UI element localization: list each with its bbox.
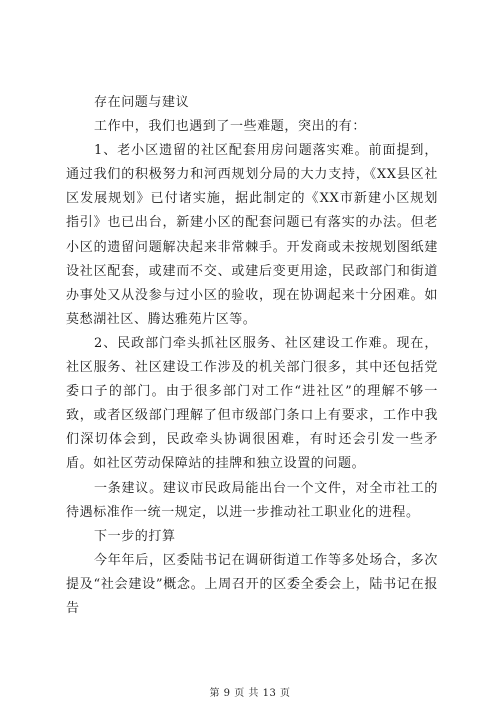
paragraph-issue-1: 1、老小区遗留的社区配套用房问题落实难。前面提到，通过我们的积极努力和河西规划分局的大力支持，《XX县区社区发展规划》已付诸实施，据此制定的《XX市新建小区规划指引》也已出台，新建小区的配套问题已有落实的办法。但老小区的遗留问题解决起来非常棘手。开发商或未按规划图纸建设社区配套，或建而不交、或建后变更用途，民政部门和街道办事处又从没参与过小区的验收，现在协调起来十分困难。如莫愁湖社区、腾达雅苑片区等。	[66, 143, 438, 327]
page-number-footer: 第 9 页 共 13 页	[209, 688, 291, 699]
document-body	[66, 91, 438, 621]
paragraph-issue-2: 2、民政部门牵头抓社区服务、社区建设工作难。现在，社区服务、社区建设工作涉及的机关部门很多，其中还包括党委口子的部门。由于很多部门对工作“进社区”的理解不够一致，或者区级部门理解了但市级部门条口上有要求，工作中我们深切体会到，民政牵头协调很困难，有时还会引发一些矛盾。如社区劳动保障站的挂牌和独立设置的问题。	[66, 335, 438, 472]
paragraph-next-steps: 今年年后，区委陆书记在调研街道工作等多处场合，多次提及“社会建设”概念。上周召开的区委全委会上，陆书记在报告	[66, 552, 438, 616]
section-heading-next-steps: 下一步的打算	[94, 528, 176, 544]
paragraph-suggestion: 一条建议。建议市民政局能出台一个文件，对全市社工的待遇标准作一统一规定，以进一步推动社工职业化的进程。	[66, 480, 438, 520]
section-heading-problems: 存在问题与建议	[94, 95, 190, 110]
paragraph-intro: 工作中，我们也遇到了一些难题，突出的有：	[94, 119, 367, 135]
